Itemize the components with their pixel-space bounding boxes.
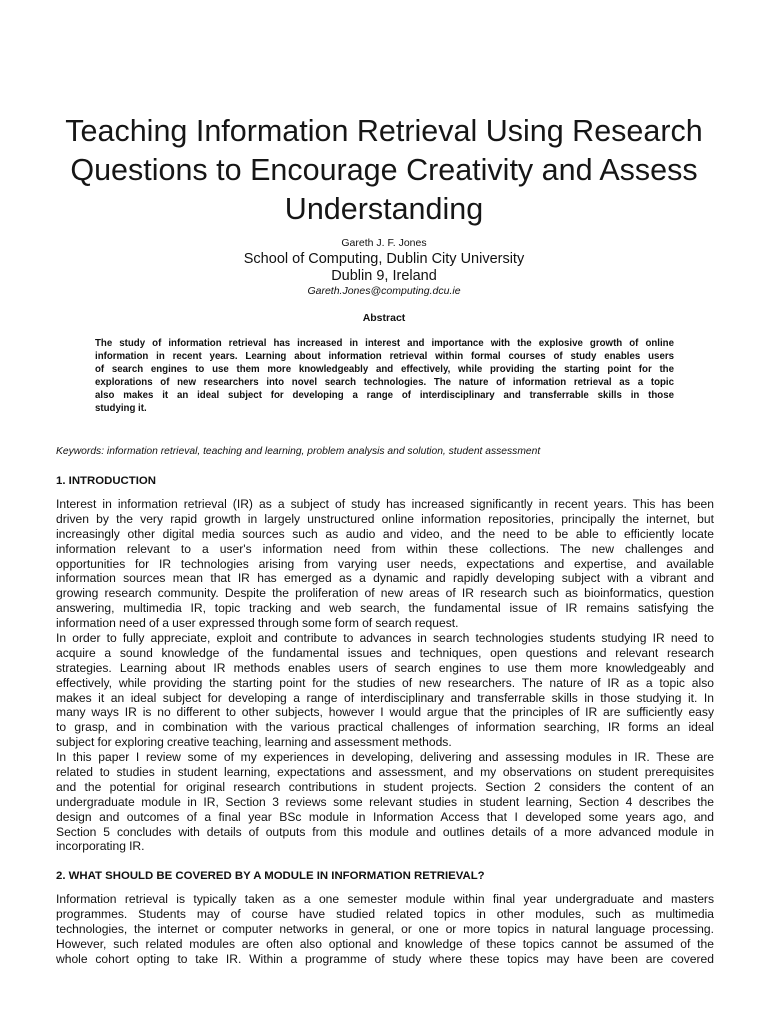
text-line: information relevant to a user's information need from within these collections. The new challenges and bbox=[56, 541, 714, 556]
text-line: information sources mean that IR has emerged as a dynamic and rapidly developing subject with a vibrant and bbox=[56, 571, 714, 586]
text-line: The study of information retrieval has increased in interest and importance with the explosive growth of online bbox=[95, 338, 674, 349]
text-line: of search engines to use them more knowledgeably and effectively, while providing the starting point for the bbox=[95, 364, 674, 376]
affiliation-line: Dublin 9, Ireland bbox=[331, 268, 437, 284]
text-line: technologies, the internet or computer networks in general, or one or more topics in natural language processing. bbox=[56, 921, 714, 936]
text-line: information in recent years. Learning about information retrieval within formal courses of study enables users bbox=[95, 351, 674, 363]
author-name: Gareth J. F. Jones bbox=[341, 237, 427, 249]
keywords: Keywords: information retrieval, teaching and learning, problem analysis and solution, student assessment bbox=[56, 446, 541, 457]
text-line: strategies. Learning about IR methods enables users of search engines to use them more knowledgeably and bbox=[56, 660, 714, 675]
text-line: and the potential for original research contributions in student projects. Section 2 considers the content of an bbox=[56, 779, 714, 794]
text-line: growing research community. Despite the proliferation of new areas of IR research such as bioinformatics, question bbox=[56, 586, 714, 601]
title-line: Teaching Information Retrieval Using Research bbox=[65, 114, 703, 148]
section-body-module-coverage bbox=[56, 892, 714, 966]
text-line: design and outcomes of a final year BSc module in Information Access that I developed some years ago, and bbox=[56, 809, 714, 824]
text-line: also makes it an ideal subject for developing a range of interdisciplinary and transferrable skills in those bbox=[95, 390, 674, 402]
text-line: makes it an ideal subject for developing a range of interdisciplinary and transferrable skills in those studying it. In bbox=[56, 690, 714, 705]
section-heading-introduction: 1. INTRODUCTION bbox=[56, 475, 156, 487]
text-line: driven by the very rapid growth in largely unstructured online information repositories, principally the internet, but bbox=[56, 511, 714, 526]
affiliation-line: School of Computing, Dublin City University bbox=[243, 251, 525, 267]
text-line: to grasp, and in combination with the various practical challenges of information searching, IR forms an ideal bbox=[56, 720, 714, 735]
text-line: incorporating IR. bbox=[56, 839, 145, 854]
text-line: information need of a user expressed through some form of search request. bbox=[56, 616, 459, 631]
text-line: answering, multimedia IR, topic tracking and web search, the fundamental issue of IR remains satisfying the bbox=[56, 601, 714, 616]
text-line: However, such related modules are often also optional and knowledge of these topics cannot be assumed of the bbox=[56, 936, 714, 951]
text-line: In this paper I review some of my experiences in developing, delivering and assessing modules in IR. These are bbox=[56, 750, 714, 765]
section-heading-module-coverage: 2. WHAT SHOULD BE COVERED BY A MODULE IN INFORMATION RETRIEVAL? bbox=[56, 870, 485, 882]
author-email: Gareth.Jones@computing.dcu.ie bbox=[307, 285, 461, 297]
text-line: Interest in information retrieval (IR) as a subject of study has increased significantly in recent years. This has been bbox=[56, 497, 714, 511]
text-line: studying it. bbox=[95, 403, 147, 415]
text-line: programmes. Students may of course have studied related topics in other modules, such as multimedia bbox=[56, 906, 714, 921]
text-line: opportunities for IR technologies arising from varying user needs, expectations and expertise, and available bbox=[56, 556, 714, 571]
abstract-heading: Abstract bbox=[362, 312, 406, 324]
text-line: explorations of new researchers into novel search technologies. The nature of information retrieval as a topic bbox=[95, 377, 674, 389]
text-line: whole cohort opting to take IR. Within a programme of study where these topics may have been are covered bbox=[56, 951, 714, 966]
text-line: acquire a sound knowledge of the fundamental issues and techniques, open questions and relevant research bbox=[56, 645, 714, 660]
text-line: undergraduate module in IR, Section 3 reviews some relevant studies in student learning, Section 4 describes the bbox=[56, 794, 714, 809]
text-line: Section 5 concludes with details of outputs from this module and outlines details of a more advanced module in bbox=[56, 824, 714, 839]
text-line: related to studies in student learning, expectations and assessment, and my observations on student prerequisites bbox=[56, 765, 714, 780]
text-line: Information retrieval is typically taken as a one semester module within final year undergraduate and masters bbox=[56, 892, 714, 906]
title-line: Questions to Encourage Creativity and Assess bbox=[70, 153, 698, 187]
text-line: subject for exploring creative teaching, learning and assessment methods. bbox=[56, 735, 452, 750]
text-line: increasingly other digital media sources such as audio and video, and the need to be able to efficiently locate bbox=[56, 526, 714, 541]
text-line: many ways IR is no different to other subjects, however I would argue that the principles of IR are sufficiently easy bbox=[56, 705, 714, 720]
title-line: Understanding bbox=[284, 192, 484, 226]
section-body-introduction bbox=[56, 497, 714, 854]
paper-title bbox=[40, 112, 728, 229]
abstract-body bbox=[95, 337, 674, 416]
text-line: effectively, while providing the starting point for the studies of new researchers. The nature of IR as a topic also bbox=[56, 675, 714, 690]
text-line: In order to fully appreciate, exploit and contribute to advances in search technologies students studying IR need to bbox=[56, 631, 714, 646]
